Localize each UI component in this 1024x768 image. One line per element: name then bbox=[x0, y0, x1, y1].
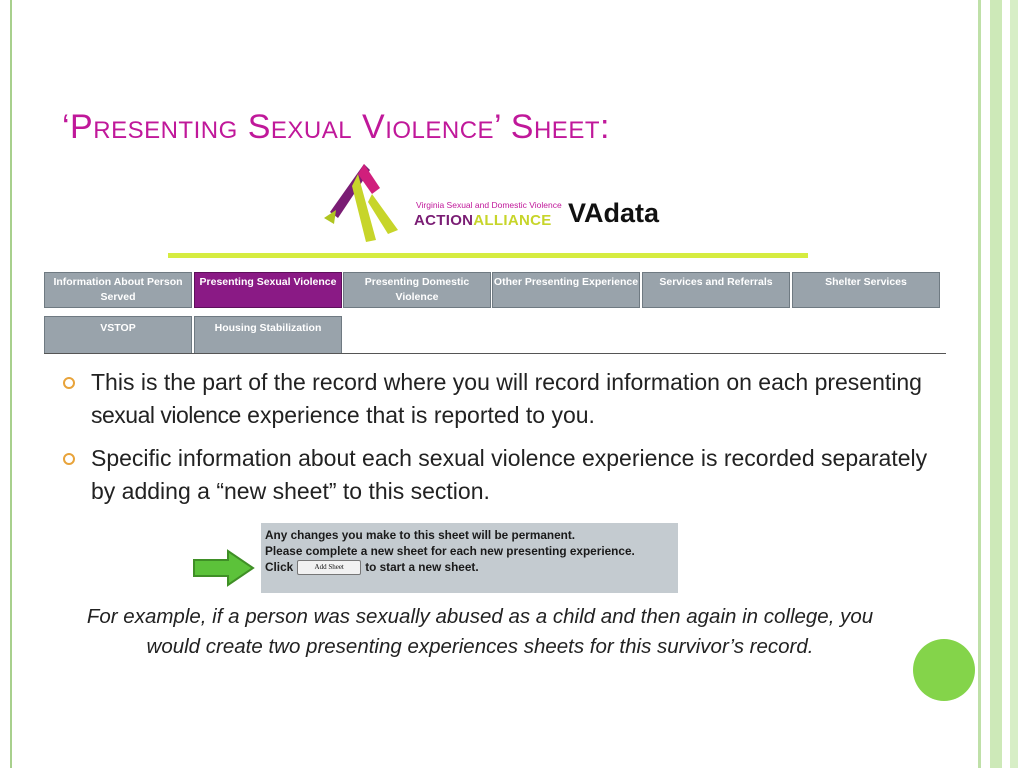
tab-presenting-sexual-violence[interactable]: Presenting Sexual Violence bbox=[194, 272, 342, 308]
tab-other-presenting-experience[interactable]: Other Presenting Experience bbox=[492, 272, 640, 308]
bullet-text-highlight: sexual violence bbox=[91, 402, 241, 428]
logo-org-subtitle: Virginia Sexual and Domestic Violence bbox=[416, 200, 562, 210]
slide-frame-right bbox=[990, 0, 1002, 768]
record-tabs bbox=[44, 272, 946, 354]
bullet-circle-icon bbox=[63, 453, 75, 465]
bullet-circle-icon bbox=[63, 377, 75, 389]
tab-housing-stabilization[interactable]: Housing Stabilization bbox=[194, 316, 342, 354]
arrow-right-icon bbox=[192, 548, 256, 588]
slide-frame-right bbox=[1010, 0, 1018, 768]
bullet-text: Specific information about each sexual violence experience is recorded separately by adding a “new sheet” to this section. bbox=[91, 445, 928, 504]
tab-shelter-services[interactable]: Shelter Services bbox=[792, 272, 940, 308]
action-alliance-logo bbox=[322, 160, 662, 244]
slide-title: ‘Presenting Sexual Violence’ Sheet: bbox=[62, 108, 610, 146]
bullet-text-before: This is the part of the record where you will record information on each presenting bbox=[91, 369, 922, 395]
vadata-brand: VAdata bbox=[568, 198, 660, 228]
bullet-text-after: experience that is reported to you. bbox=[240, 402, 595, 428]
notice-line: Click Add Sheet to start a new sheet. bbox=[265, 560, 479, 574]
slide-frame-right bbox=[978, 0, 981, 768]
logo-org-name: ACTIONALLIANCE bbox=[414, 212, 552, 229]
triangle-logo-icon bbox=[322, 160, 412, 244]
add-sheet-button[interactable]: Add Sheet bbox=[297, 560, 361, 575]
tab-services-and-referrals[interactable]: Services and Referrals bbox=[642, 272, 790, 308]
add-sheet-notice bbox=[261, 523, 678, 593]
divider bbox=[168, 253, 808, 258]
tabs-underline bbox=[44, 353, 946, 354]
tab-vstop[interactable]: VSTOP bbox=[44, 316, 192, 354]
slide-frame-left bbox=[10, 0, 12, 768]
notice-line: Please complete a new sheet for each new presenting experience. bbox=[265, 544, 635, 558]
notice-line: Any changes you make to this sheet will be permanent. bbox=[265, 528, 576, 542]
decorative-circle bbox=[913, 639, 975, 701]
tab-information-about-person-served[interactable]: Information About Person Served bbox=[44, 272, 192, 308]
bullet-list bbox=[62, 366, 942, 518]
tab-presenting-domestic-violence[interactable]: Presenting Domestic Violence bbox=[343, 272, 491, 308]
example-text: For example, if a person was sexually abused as a child and then again in college, you would create two presenting experiences sheets for this survivor’s record. bbox=[86, 605, 874, 658]
list-item bbox=[62, 366, 942, 432]
list-item bbox=[62, 442, 942, 508]
